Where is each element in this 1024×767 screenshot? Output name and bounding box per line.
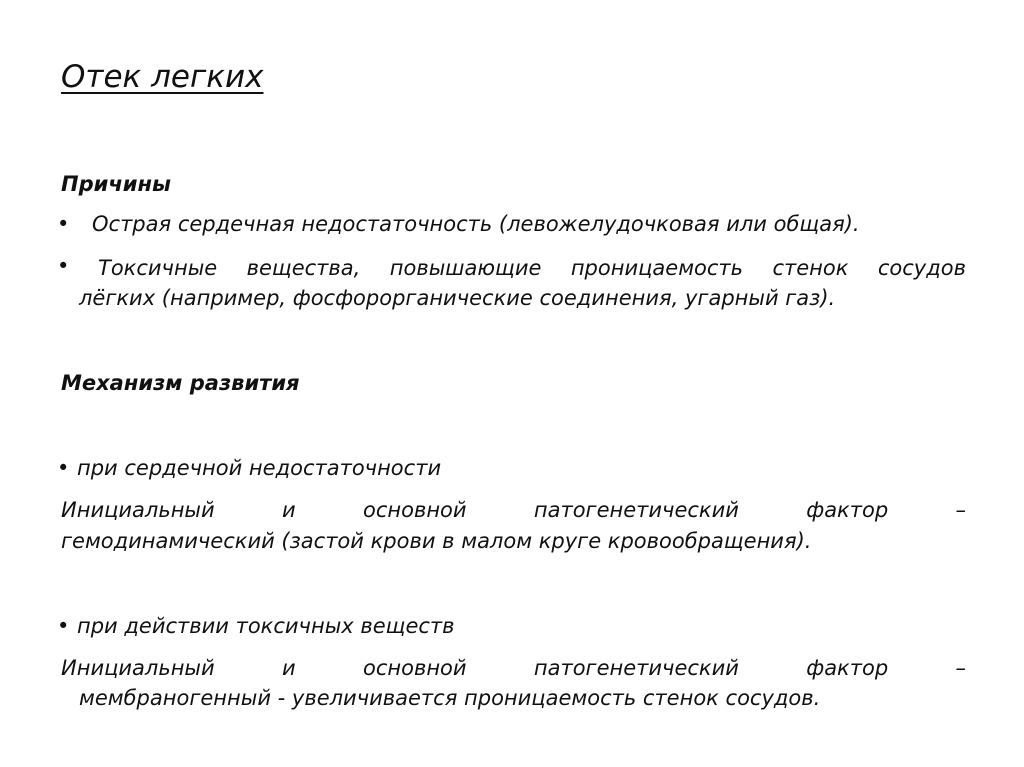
causes-heading: Причины bbox=[61, 172, 171, 196]
mechanism-toxic-line-1 bbox=[61, 656, 966, 680]
mechanism-cardiac-line-2: гемодинамический (застой крови в малом круге кровообращения). bbox=[61, 529, 812, 553]
word: Токсичные bbox=[98, 256, 218, 280]
mechanism-cardiac-bullet bbox=[57, 456, 441, 480]
slide-title: Отек легких bbox=[61, 59, 264, 95]
word: – bbox=[955, 498, 966, 522]
word: фактор bbox=[806, 656, 889, 680]
word: основной bbox=[362, 656, 467, 680]
mechanism-toxic-line-2: мембраногенный - увеличивается проницаемость стенок сосудов. bbox=[79, 686, 821, 710]
cause-item-2-line-2: лёгких (например, фосфорорганические соединения, угарный газ). bbox=[79, 286, 836, 310]
cause-item-2-line-1 bbox=[98, 256, 966, 280]
word: фактор bbox=[806, 498, 889, 522]
word: стенок bbox=[772, 256, 849, 280]
cause-item-1-text: Острая сердечная недостаточность (левожелудочковая или общая). bbox=[92, 212, 860, 236]
word: патогенетический bbox=[533, 498, 739, 522]
word: повышающие bbox=[389, 256, 542, 280]
bullet-dot-icon: • bbox=[57, 212, 70, 236]
word: Инициальный bbox=[61, 656, 215, 680]
word: патогенетический bbox=[533, 656, 739, 680]
bullet-dot-icon: • bbox=[57, 254, 70, 278]
bullet-dot-icon: • bbox=[57, 456, 70, 480]
word: проницаемость bbox=[570, 256, 744, 280]
word: и bbox=[281, 656, 296, 680]
mechanism-heading: Механизм развития bbox=[61, 371, 300, 395]
mechanism-cardiac-line-1 bbox=[61, 498, 966, 522]
cause-item-2-bullet bbox=[57, 254, 79, 278]
word: – bbox=[955, 656, 966, 680]
mechanism-toxic-bullet bbox=[57, 614, 455, 638]
word: и bbox=[281, 498, 296, 522]
bullet-dot-icon: • bbox=[57, 614, 70, 638]
mechanism-toxic-bullet-text: при действии токсичных веществ bbox=[77, 614, 455, 638]
word: основной bbox=[362, 498, 467, 522]
cause-item-1 bbox=[57, 212, 860, 236]
mechanism-cardiac-bullet-text: при сердечной недостаточности bbox=[77, 456, 442, 480]
word: Инициальный bbox=[61, 498, 215, 522]
word: сосудов bbox=[877, 256, 966, 280]
word: вещества, bbox=[246, 256, 361, 280]
